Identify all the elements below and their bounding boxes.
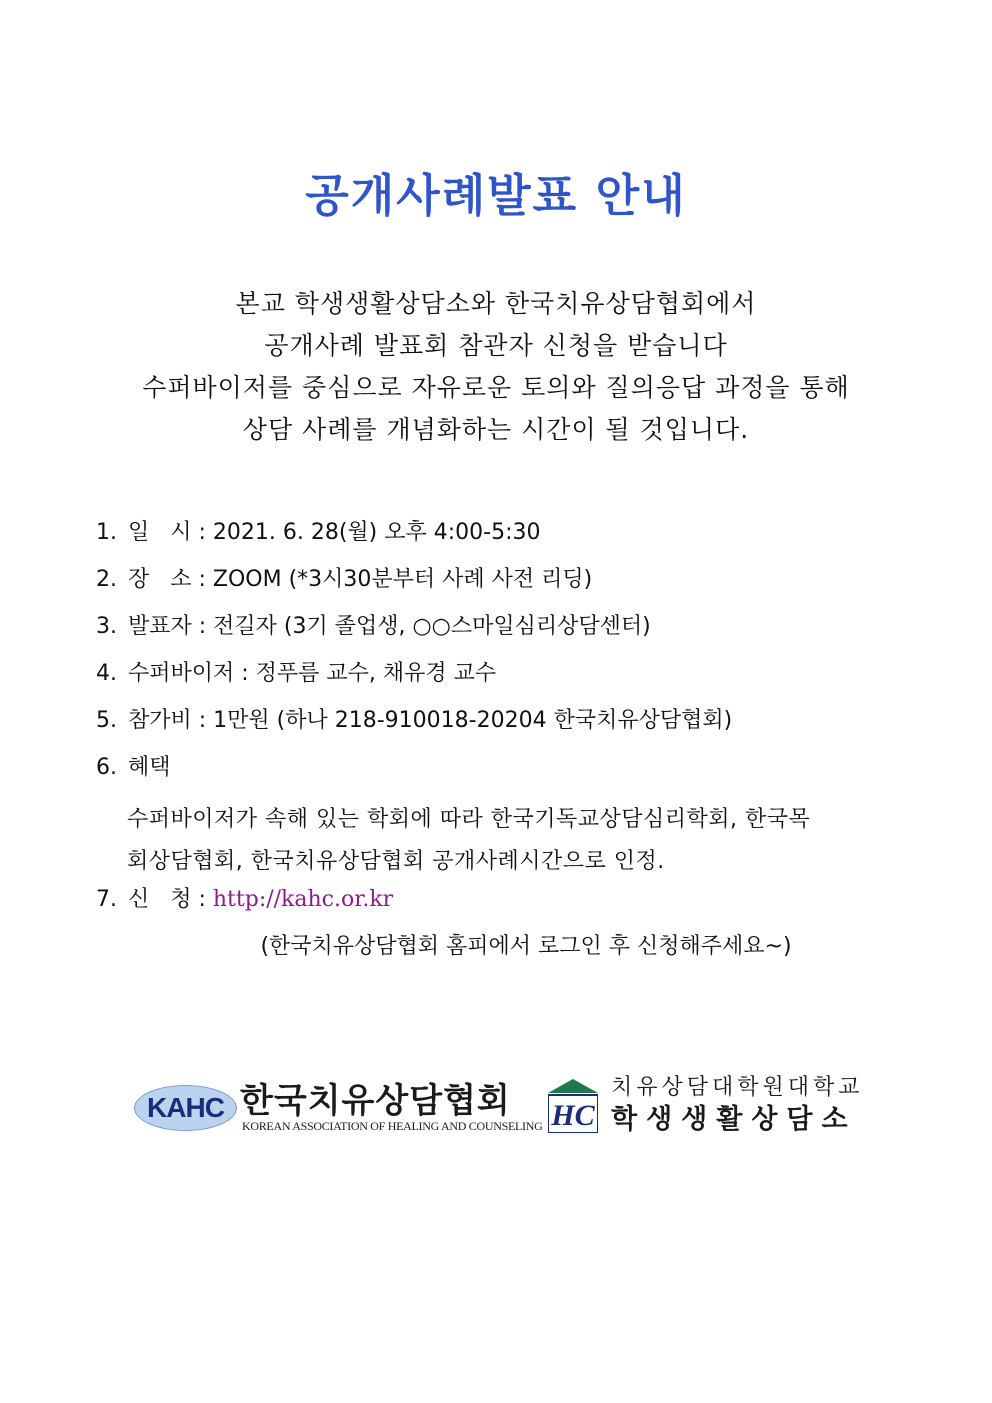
- item-separator: :: [191, 887, 213, 912]
- item-number: 3.: [96, 614, 117, 639]
- benefit-line: 회상담협회, 한국치유상담협회 공개사례시간으로 인정.: [127, 849, 665, 874]
- item-value: 1만원 (하나 218-910018-20204 한국치유상담협회): [213, 708, 733, 733]
- item-separator: :: [191, 708, 214, 733]
- info-item-supervisor: [96, 658, 496, 690]
- hc-emblem-icon: [548, 1079, 598, 1133]
- item-label: 신 청: [128, 887, 192, 912]
- apply-note: (한국치유상담협회 홈피에서 로그인 후 신청해주세요~): [260, 934, 792, 959]
- hc-mark-text: HC: [551, 1099, 595, 1132]
- kahc-logo: [134, 1079, 543, 1139]
- item-label: 수퍼바이저: [128, 661, 235, 686]
- item-separator: :: [191, 520, 213, 545]
- info-item-place: [96, 564, 592, 596]
- item-label: 발표자: [128, 614, 192, 639]
- kahc-mark: KAHC: [134, 1085, 237, 1131]
- intro-line: 수퍼바이저를 중심으로 자유로운 토의와 질의응답 과정을 통해: [142, 373, 850, 402]
- item-separator: :: [234, 661, 256, 686]
- intro-line: 공개사례 발표회 참관자 신청을 받습니다: [264, 331, 728, 360]
- benefit-description: [127, 799, 907, 883]
- item-number: 2.: [96, 567, 117, 592]
- graduate-school-name: 치유상담대학원대학교: [611, 1075, 864, 1100]
- counseling-center-logo: [548, 1073, 878, 1137]
- info-item-fee: [96, 705, 732, 737]
- item-number: 5.: [96, 708, 117, 733]
- intro-line: 본교 학생생활상담소와 한국치유상담협회에서: [235, 289, 757, 318]
- item-label: 참가비: [128, 708, 192, 733]
- item-separator: :: [191, 614, 214, 639]
- item-label: 일 시: [128, 520, 192, 545]
- item-label: 장 소: [128, 567, 192, 592]
- info-item-presenter: [96, 611, 651, 643]
- apply-link[interactable]: http://kahc.or.kr: [212, 887, 394, 912]
- item-value: 2021. 6. 28(월) 오후 4:00-5:30: [212, 520, 541, 545]
- item-value: ZOOM (*3시30분부터 사례 사전 리딩): [212, 567, 593, 592]
- kahc-english-name: KOREAN ASSOCIATION OF HEALING AND COUNSELING: [242, 1119, 543, 1133]
- page-title: 공개사례발표 안내: [305, 169, 687, 222]
- item-number: 4.: [96, 661, 117, 686]
- intro-paragraph: [0, 283, 992, 451]
- item-number: 6.: [96, 755, 117, 780]
- item-number: 7.: [96, 887, 117, 912]
- info-item-benefit: [96, 752, 171, 784]
- item-number: 1.: [96, 520, 117, 545]
- item-label: 혜택: [128, 755, 171, 780]
- intro-line: 상담 사례를 개념화하는 시간이 될 것입니다.: [242, 415, 750, 444]
- kahc-name: 한국치유상담협회: [240, 1081, 511, 1121]
- info-item-date: [96, 517, 541, 549]
- benefit-line: 수퍼바이저가 속해 있는 학회에 따라 한국기독교상담심리학회, 한국목: [127, 807, 811, 832]
- item-value: 정푸름 교수, 채유경 교수: [255, 661, 497, 686]
- item-value: 전길자 (3기 졸업생, ○○스마일심리상담센터): [213, 614, 651, 639]
- item-separator: :: [191, 567, 213, 592]
- info-item-apply: [96, 884, 393, 916]
- counseling-center-name: 학생생활상담소: [611, 1104, 857, 1135]
